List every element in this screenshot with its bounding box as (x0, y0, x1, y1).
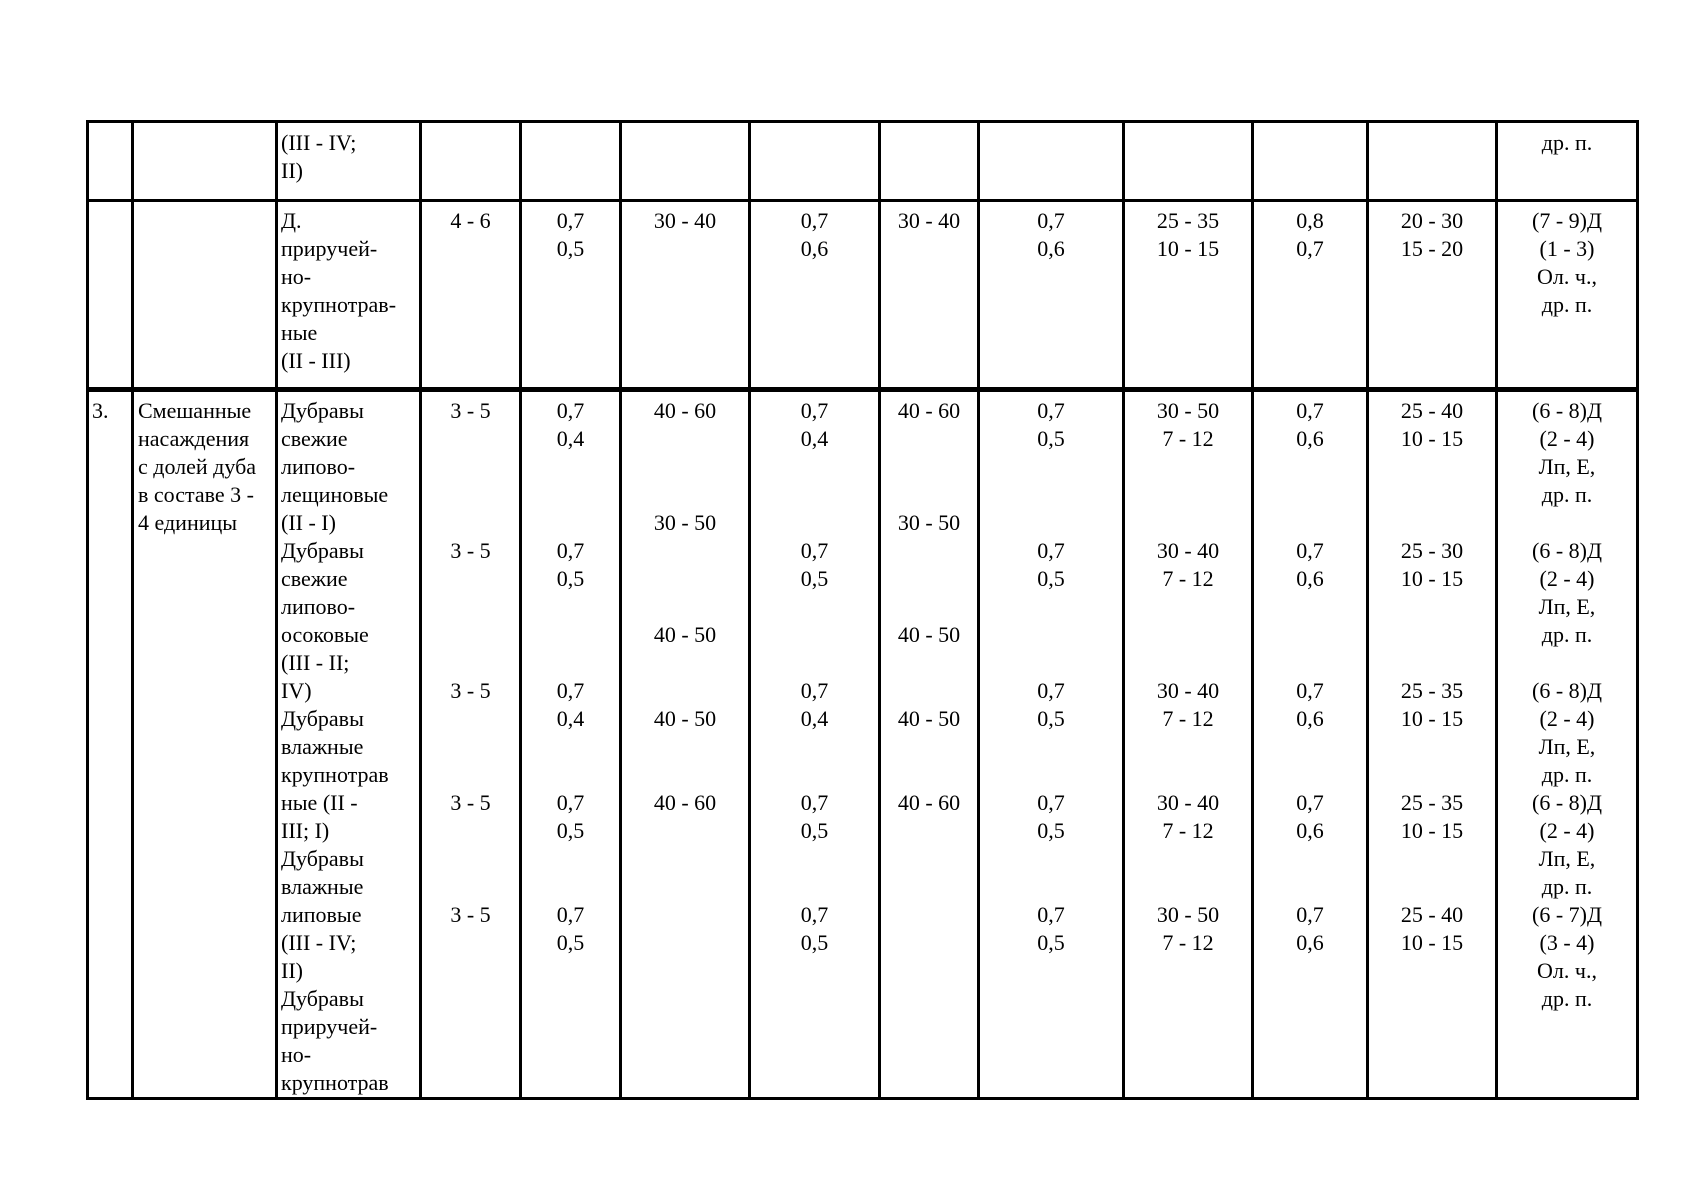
forest-type-cell: Дубравы свежие липово- лещиновые (II - I) Дубравы свежие липово- осоковые (III - II; IV) Дубравы влажные крупнотрав ные (II - III; I) Дубравы влажные липовые (III - IV; II) Дубравы приручей- но- крупнотрав (277, 390, 421, 1099)
table-row (88, 201, 1638, 390)
value-cell (880, 122, 979, 201)
stand-group-cell: Смешанные насаждения с долей дуба в составе 3 - 4 единицы (133, 390, 277, 1099)
row-number-cell (88, 122, 133, 201)
row-number-cell: 3. (88, 390, 133, 1099)
value-cell: 0,7 0,4 0,7 0,5 0,7 0,4 0,7 0,5 0,7 0,5 (521, 390, 621, 1099)
value-cell: 0,7 0,6 0,7 0,6 0,7 0,6 0,7 0,6 0,7 0,6 (1253, 390, 1368, 1099)
value-cell (1124, 122, 1253, 201)
value-cell (421, 122, 521, 201)
composition-cell: (7 - 9)Д (1 - 3) Ол. ч., др. п. (1497, 201, 1638, 390)
value-cell: 25 - 40 10 - 15 25 - 30 10 - 15 25 - 35 10 - 15 25 - 35 10 - 15 25 - 40 10 - 15 (1368, 390, 1497, 1099)
value-cell: 25 - 35 10 - 15 (1124, 201, 1253, 390)
table-row (88, 122, 1638, 201)
forest-type-cell: (III - IV; II) (277, 122, 421, 201)
value-cell (621, 122, 750, 201)
stand-group-cell (133, 201, 277, 390)
value-cell: 30 - 50 7 - 12 30 - 40 7 - 12 30 - 40 7 - 12 30 - 40 7 - 12 30 - 50 7 - 12 (1124, 390, 1253, 1099)
value-cell: 30 - 40 (621, 201, 750, 390)
value-cell: 0,7 0,5 0,7 0,5 0,7 0,5 0,7 0,5 0,7 0,5 (979, 390, 1124, 1099)
value-cell: 4 - 6 (421, 201, 521, 390)
row-number-cell (88, 201, 133, 390)
value-cell (1368, 122, 1497, 201)
composition-cell: (6 - 8)Д (2 - 4) Лп, Е, др. п. (6 - 8)Д (2 - 4) Лп, Е, др. п. (6 - 8)Д (2 - 4) Лп, Е, др. п. (6 - 8)Д (2 - 4) Лп, Е, др. п. (6 - 7)Д (3 - 4) Ол. ч., др. п. (1497, 390, 1638, 1099)
value-cell: 40 - 60 30 - 50 40 - 50 40 - 50 40 - 60 (880, 390, 979, 1099)
value-cell (979, 122, 1124, 201)
value-cell: 0,7 0,6 (750, 201, 880, 390)
value-cell: 20 - 30 15 - 20 (1368, 201, 1497, 390)
value-cell (521, 122, 621, 201)
forest-stand-table (86, 120, 1639, 1100)
forest-type-cell: Д. приручей- но- крупнотрав- ные (II - III) (277, 201, 421, 390)
value-cell (1253, 122, 1368, 201)
composition-cell: др. п. (1497, 122, 1638, 201)
value-cell: 0,7 0,5 (521, 201, 621, 390)
value-cell: 3 - 5 3 - 5 3 - 5 3 - 5 3 - 5 (421, 390, 521, 1099)
value-cell: 0,8 0,7 (1253, 201, 1368, 390)
value-cell: 40 - 60 30 - 50 40 - 50 40 - 50 40 - 60 (621, 390, 750, 1099)
value-cell (750, 122, 880, 201)
stand-group-cell (133, 122, 277, 201)
table-row (88, 390, 1638, 1099)
value-cell: 0,7 0,6 (979, 201, 1124, 390)
value-cell: 30 - 40 (880, 201, 979, 390)
value-cell: 0,7 0,4 0,7 0,5 0,7 0,4 0,7 0,5 0,7 0,5 (750, 390, 880, 1099)
